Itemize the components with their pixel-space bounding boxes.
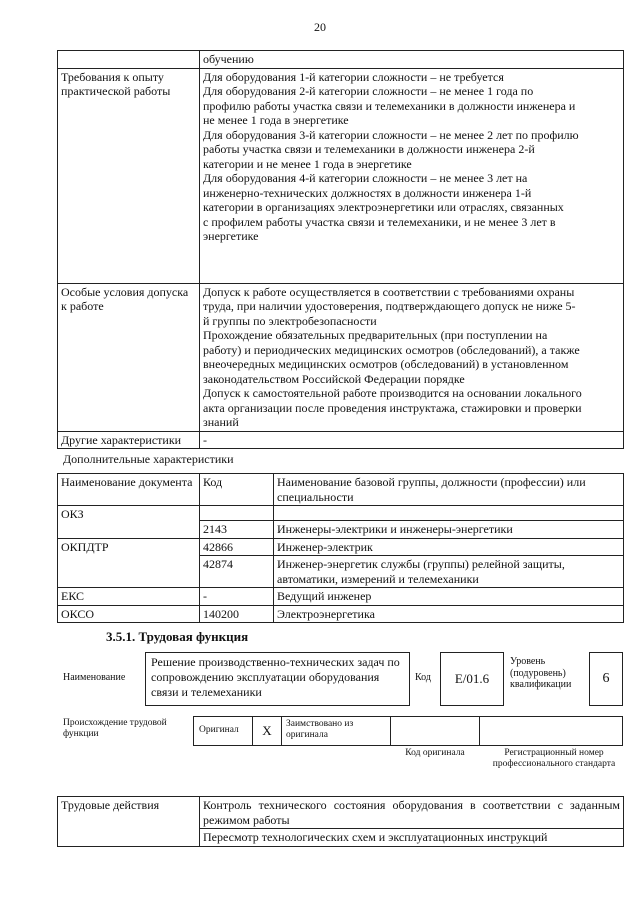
action-item: Пересмотр технологических схем и эксплуатационных инструкций [200,829,624,847]
additional-title: Дополнительные характеристики [63,452,234,466]
original-label: Оригинал [199,725,239,735]
text-line: категории в организациях электроэнергетики или отраслях, связанных [203,200,564,214]
text-line: Для оборудования 2-й категории сложности – не менее 1 года по [203,84,534,98]
admission-content [200,283,624,431]
text-line: законодательством Российской Федерации порядке [203,371,465,386]
actions-table [57,796,624,847]
name-cell: Электроэнергетика [274,605,624,623]
action-item: Контроль технического состояния оборудования в соответствии с заданным режимом работы [200,797,624,829]
code-cell: 140200 [200,605,274,623]
text-line: Для оборудования 1-й категории сложности – не требуется [203,69,504,84]
other-label: Другие характеристики [58,431,200,449]
actions-label: Трудовые действия [58,797,200,847]
page-number: 20 [314,20,326,34]
doc-cell: ЕКС [58,588,200,606]
text-line: Прохождение обязательных предварительных (при поступлении на [203,328,548,342]
doc-cell: ОКПДТР [58,538,200,588]
original-mark-cell [252,716,282,746]
experience-content [200,68,624,283]
table-row [58,283,624,431]
function-code-box [440,652,504,706]
name-cell [274,506,624,521]
name-label: Наименование [63,672,126,683]
code-original-caption: Код оригинала [405,748,465,758]
name-cell: Инженеры-электрики и инженеры-энергетики [274,521,624,539]
header-code: Код [200,474,274,506]
table-row [58,51,624,69]
text-line: работу) и периодических медицинских осмотров (обследований), а также [203,342,580,357]
qualification-table [57,50,624,449]
code-cell [200,506,274,521]
code-label: Код [415,672,431,683]
additional-table [57,473,624,623]
function-name: Решение производственно-технических задач по сопровождению эксплуатации оборудования связи и телемеханики [151,655,400,699]
reg-number-cell [479,716,623,746]
origin-label: Происхождение трудовой функции [63,718,167,739]
function-code: Е/01.6 [454,670,490,686]
reg-number-caption: Регистрационный номер профессионального стандарта [492,748,616,769]
row-content [200,51,624,69]
name-cell: Ведущий инженер [274,588,624,606]
borrowed-label: Заимствовано из оригинала [286,719,354,740]
text-line: Для оборудования 4-й категории сложности – не менее 3 лет на [203,171,528,185]
level-box [589,652,623,706]
table-row [58,538,624,556]
level-value: 6 [602,670,610,686]
table-header-row [58,474,624,506]
other-content [200,431,624,449]
doc-cell: ОКСО [58,605,200,623]
table-row [58,431,624,449]
text-line: с профилем работы участка связи и телемеханики, и не менее 3 лет в [203,214,556,229]
text-line: не менее 1 года в энергетике [203,113,349,127]
section-heading: 3.5.1. Трудовая функция [106,629,249,644]
text-line: внеочередных медицинских осмотров (обследований) в установленном [203,357,569,371]
text-line: инженерно-технических должностях в должности инженера 1-й [203,185,532,200]
text-line: обучению [203,52,254,66]
text-line: Для оборудования 3-й категории сложности – не менее 2 лет по профилю [203,127,579,142]
level-label: Уровень (подуровень) квалификации [510,656,572,690]
text-line: работы участка связи и телемеханики в должности инженера 2-й [203,142,535,156]
code-cell: 42866 [200,538,274,556]
code-original-cell [390,716,480,746]
experience-label: Требования к опыту практической работы [58,68,200,283]
borrowed-cell [281,716,391,746]
table-row [58,605,624,623]
original-mark: X [262,722,272,738]
admission-label: Особые условия допуска к работе [58,283,200,431]
text-line: знаний [203,415,239,429]
text-line: профилю работы участка связи и телемеханики в должности инженера и [203,98,576,113]
text-line: Допуск к самостоятельной работе производится на основании локального [203,386,582,400]
text-line: - [203,432,207,447]
code-cell: - [200,588,274,606]
name-cell: Инженер-энергетик службы (группы) релейной защиты, автоматики, измерений и телемеханики [274,556,624,588]
code-cell: 2143 [200,521,274,539]
table-row [58,506,624,521]
table-row [58,68,624,283]
header-doc: Наименование документа [58,474,200,506]
name-cell: Инженер-электрик [274,538,624,556]
table-row [58,797,624,829]
row-label [58,51,200,69]
code-cell: 42874 [200,556,274,588]
table-row [58,588,624,606]
doc-cell: ОКЗ [58,506,200,539]
text-line: категории и не менее 1 года в энергетике [203,156,412,171]
text-line: й группы по электробезопасности [203,313,377,328]
text-line: энергетике [203,229,259,243]
text-line: акта организации после проведения инструктажа, стажировки и проверки [203,400,582,415]
function-name-box [145,652,410,706]
header-name: Наименование базовой группы, должности (профессии) или специальности [274,474,624,506]
text-line: труда, при наличии удостоверения, подтверждающего допуск не ниже 5- [203,299,576,313]
text-line: Допуск к работе осуществляется в соответствии с требованиями охраны [203,284,575,299]
original-cell [193,716,253,746]
